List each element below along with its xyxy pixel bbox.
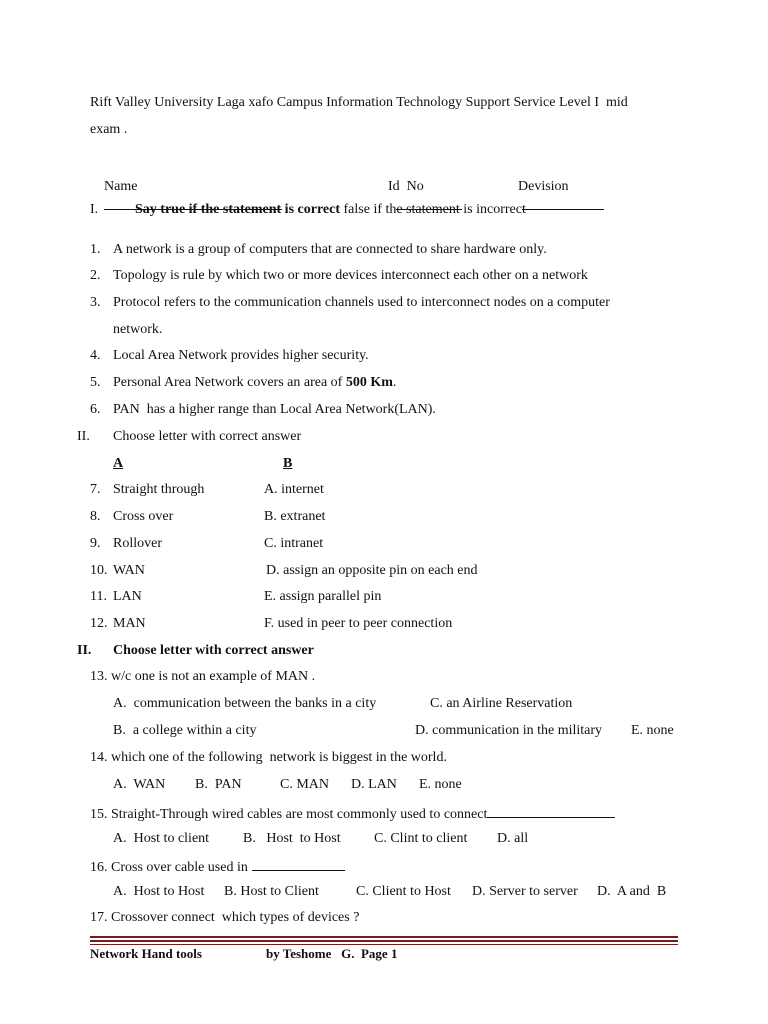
id-label: Id No (388, 178, 424, 194)
match-term: LAN (113, 589, 142, 604)
section1-instruction-rest: false if the statement is incorrect (340, 202, 526, 217)
match-number: 7. (90, 482, 101, 497)
question-16 (90, 857, 345, 877)
column-b-header: B (283, 456, 293, 471)
footer-divider (90, 940, 678, 942)
match-definition: D. assign an opposite pin on each end (266, 563, 478, 578)
option: C. MAN (280, 777, 330, 792)
match-number: 11. (90, 589, 107, 604)
option: B. a college within a city (113, 723, 257, 738)
option: E. none (419, 777, 462, 792)
item-number: 5. (90, 375, 101, 390)
match-term: Cross over (113, 509, 174, 524)
option: C. Clint to client (374, 831, 468, 846)
match-definition: E. assign parallel pin (264, 589, 382, 604)
answer-blank (487, 804, 615, 818)
question-15-text: 15. Straight-Through wired cables are most commonly used to connect (90, 807, 488, 822)
option: D. LAN (351, 777, 397, 792)
match-definition: F. used in peer to peer connection (264, 616, 453, 631)
division-field (504, 162, 604, 232)
option: D. all (497, 831, 529, 846)
option: A. Host to client (113, 831, 210, 846)
division-label: Devision (518, 178, 569, 194)
option: A. WAN (113, 777, 166, 792)
match-definition: A. internet (264, 482, 324, 497)
question-15 (90, 804, 615, 824)
item-text-continued: network. (113, 322, 163, 337)
question-17: 17. Crossover connect which types of devices ? (90, 910, 360, 925)
item-text-after: . (392, 375, 397, 390)
section1-numeral: I. (90, 202, 99, 217)
item-number: 3. (90, 295, 101, 310)
option: B. Host to Client (224, 884, 319, 899)
exam-title-line2: exam . (90, 122, 128, 137)
match-number: 12. (90, 616, 108, 631)
column-a-header: A (113, 456, 124, 471)
division-blank (522, 196, 604, 210)
item-number: 2. (90, 268, 101, 283)
item-number: 1. (90, 242, 101, 257)
question-16-text: 16. Cross over cable used in (90, 860, 248, 875)
match-term: WAN (113, 563, 145, 578)
option: A. Host to Host (113, 884, 205, 899)
question-13: 13. w/c one is not an example of MAN . (90, 669, 316, 684)
section3-instruction: Choose letter with correct answer (113, 643, 314, 658)
section1-instruction-bold: Say true if the statement is correct (135, 202, 341, 217)
match-number: 10. (90, 563, 108, 578)
id-field (374, 162, 462, 232)
section2-numeral: II. (77, 429, 90, 444)
footer-right: by Teshome G. Page 1 (266, 946, 398, 961)
option: D. A and B (597, 884, 667, 899)
option: B. Host to Host (243, 831, 341, 846)
option: E. none (631, 723, 674, 738)
exam-title-line1: Rift Valley University Laga xafo Campus Information Technology Support Service Level I mid (90, 95, 628, 110)
option: B. PAN (195, 777, 242, 792)
match-definition: B. extranet (264, 509, 326, 524)
section2-instruction: Choose letter with correct answer (113, 429, 302, 444)
item-text: Topology is rule by which two or more devices interconnect each other on a network (113, 268, 588, 283)
item-text: A network is a group of computers that are connected to share hardware only. (113, 242, 547, 257)
match-definition: C. intranet (264, 536, 324, 551)
footer-divider (90, 944, 678, 945)
option: A. communication between the banks in a city (113, 696, 377, 711)
name-field (90, 162, 282, 232)
match-term: Straight through (113, 482, 205, 497)
match-number: 8. (90, 509, 101, 524)
item-text-part: Personal Area Network covers an area of (113, 375, 346, 390)
match-term: MAN (113, 616, 146, 631)
item-text-bold: 500 Km (345, 375, 393, 390)
question-14: 14. which one of the following network is biggest in the world. (90, 750, 447, 765)
option: C. Client to Host (356, 884, 451, 899)
section1-instruction (135, 202, 526, 219)
item-text (113, 375, 396, 392)
item-number: 6. (90, 402, 101, 417)
section3-numeral: II. (77, 643, 92, 658)
option: C. an Airline Reservation (430, 696, 573, 711)
match-number: 9. (90, 536, 101, 551)
name-label: Name (104, 178, 138, 194)
answer-blank (252, 857, 345, 871)
match-term: Rollover (113, 536, 162, 551)
item-text: PAN has a higher range than Local Area Network(LAN). (113, 402, 436, 417)
option: D. Server to server (472, 884, 578, 899)
item-text: Local Area Network provides higher security. (113, 348, 369, 363)
item-text: Protocol refers to the communication channels used to interconnect nodes on a computer (113, 295, 610, 310)
option: D. communication in the military (415, 723, 603, 738)
item-number: 4. (90, 348, 101, 363)
footer-left: Network Hand tools (90, 946, 202, 961)
footer-divider (90, 936, 678, 938)
